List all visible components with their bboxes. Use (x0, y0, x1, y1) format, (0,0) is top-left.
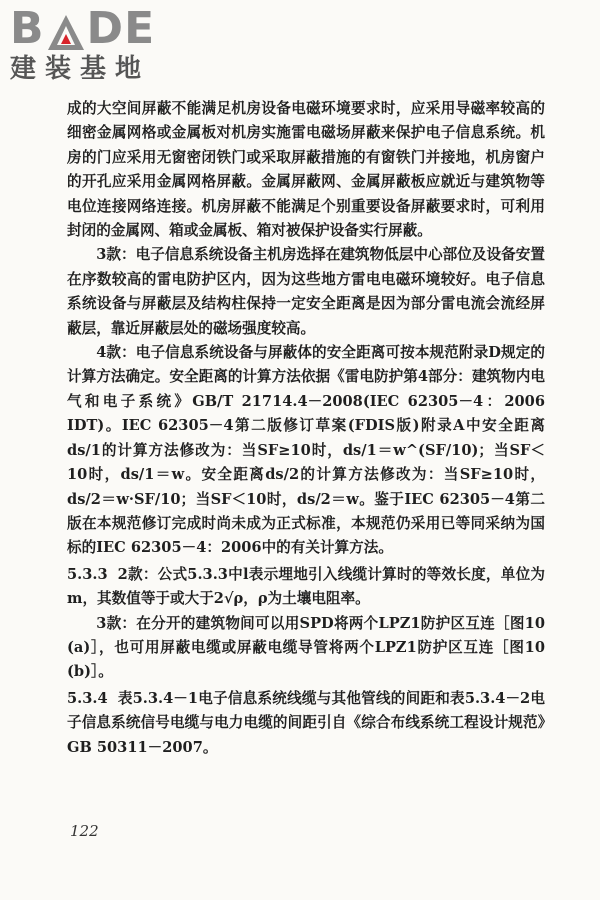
section-number: 5.3.3 (67, 565, 108, 583)
paragraph-2: 3款：电子信息系统设备主机房选择在建筑物低层中心部位及设备安置在序数较高的雷电防护区内，因为这些地方雷电电磁环境较好。电子信息系统设备与屏蔽层及结构柱保持一定安全距离是因为部分雷电流会流经屏蔽层，靠近屏蔽层处的磁场强度较高。 (67, 246, 545, 337)
section-5-3-3-text: 2款：公式5.3.3中l表示埋地引入线缆计算时的等效长度，单位为m，其数值等于或大于2√ρ，ρ为土壤电阻率。 (67, 565, 545, 608)
paragraph-3: 4款：电子信息系统设备与屏蔽体的安全距离可按本规范附录D规定的计算方法确定。安全距离的计算方法依据《雷电防护第4部分：建筑物内电气和电子系统》GB/T 21714.4－2008(IEC 62305－4：2006 IDT)。IEC 62305－4第二版修订草案(FDIS版)附录A中安全距离ds/1的计算方法修改为：当SF≥10时，ds/1＝w^(SF/10)；当SF＜10时，ds/1＝w。安全距离ds/2的计算方法修改为：当SF≥10时，ds/2＝w·SF/10；当SF＜10时，ds/2＝w。鉴于IEC 62305－4第二版在本规范修订完成时尚未成为正式标准，本规范仍采用已等同采纳为国标的IEC 62305－4：2006中的有关计算方法。 (67, 344, 545, 557)
bade-logo (10, 3, 180, 88)
logo-subtitle: 建装基地 (10, 54, 151, 84)
logo-letters-de: DE (86, 3, 156, 54)
logo-wordmark (10, 3, 180, 54)
paragraph-1: 成的大空间屏蔽不能满足机房设备电磁环境要求时，应采用导磁率较高的细密金属网格或金属板对机房实施雷电磁场屏蔽来保护电子信息系统。机房的门应采用无窗密闭铁门或采取屏蔽措施的有窗铁门并接地，机房窗户的开孔应采用金属网格屏蔽。金属屏蔽网、金属屏蔽板应就近与建筑物等电位连接网络连接。机房屏蔽不能满足个别重要设备屏蔽要求时，可利用封闭的金属网、箱或金属板、箱对被保护设备实行屏蔽。 (67, 100, 545, 240)
paragraph-5: 3款：在分开的建筑物间可以用SPD将两个LPZ1防护区互连［图10 (a)］，也可用屏蔽电缆或屏蔽电缆导管将两个LPZ1防护区互连［图10 (b)］。 (67, 614, 545, 681)
section-5-3-4 (67, 687, 545, 760)
section-5-3-4-text: 表5.3.4－1电子信息系统线缆与其他管线的间距和表5.3.4－2电子信息系统信号电缆与电力电缆的间距引自《综合布线系统工程设计规范》GB 50311－2007。 (67, 689, 545, 756)
logo-letter-b: B (10, 3, 45, 54)
section-5-3-3 (67, 563, 545, 612)
logo-a-triangle-icon (46, 12, 86, 52)
document-body (67, 97, 545, 760)
section-number: 5.3.4 (67, 689, 108, 707)
page-number: 122 (70, 822, 99, 840)
